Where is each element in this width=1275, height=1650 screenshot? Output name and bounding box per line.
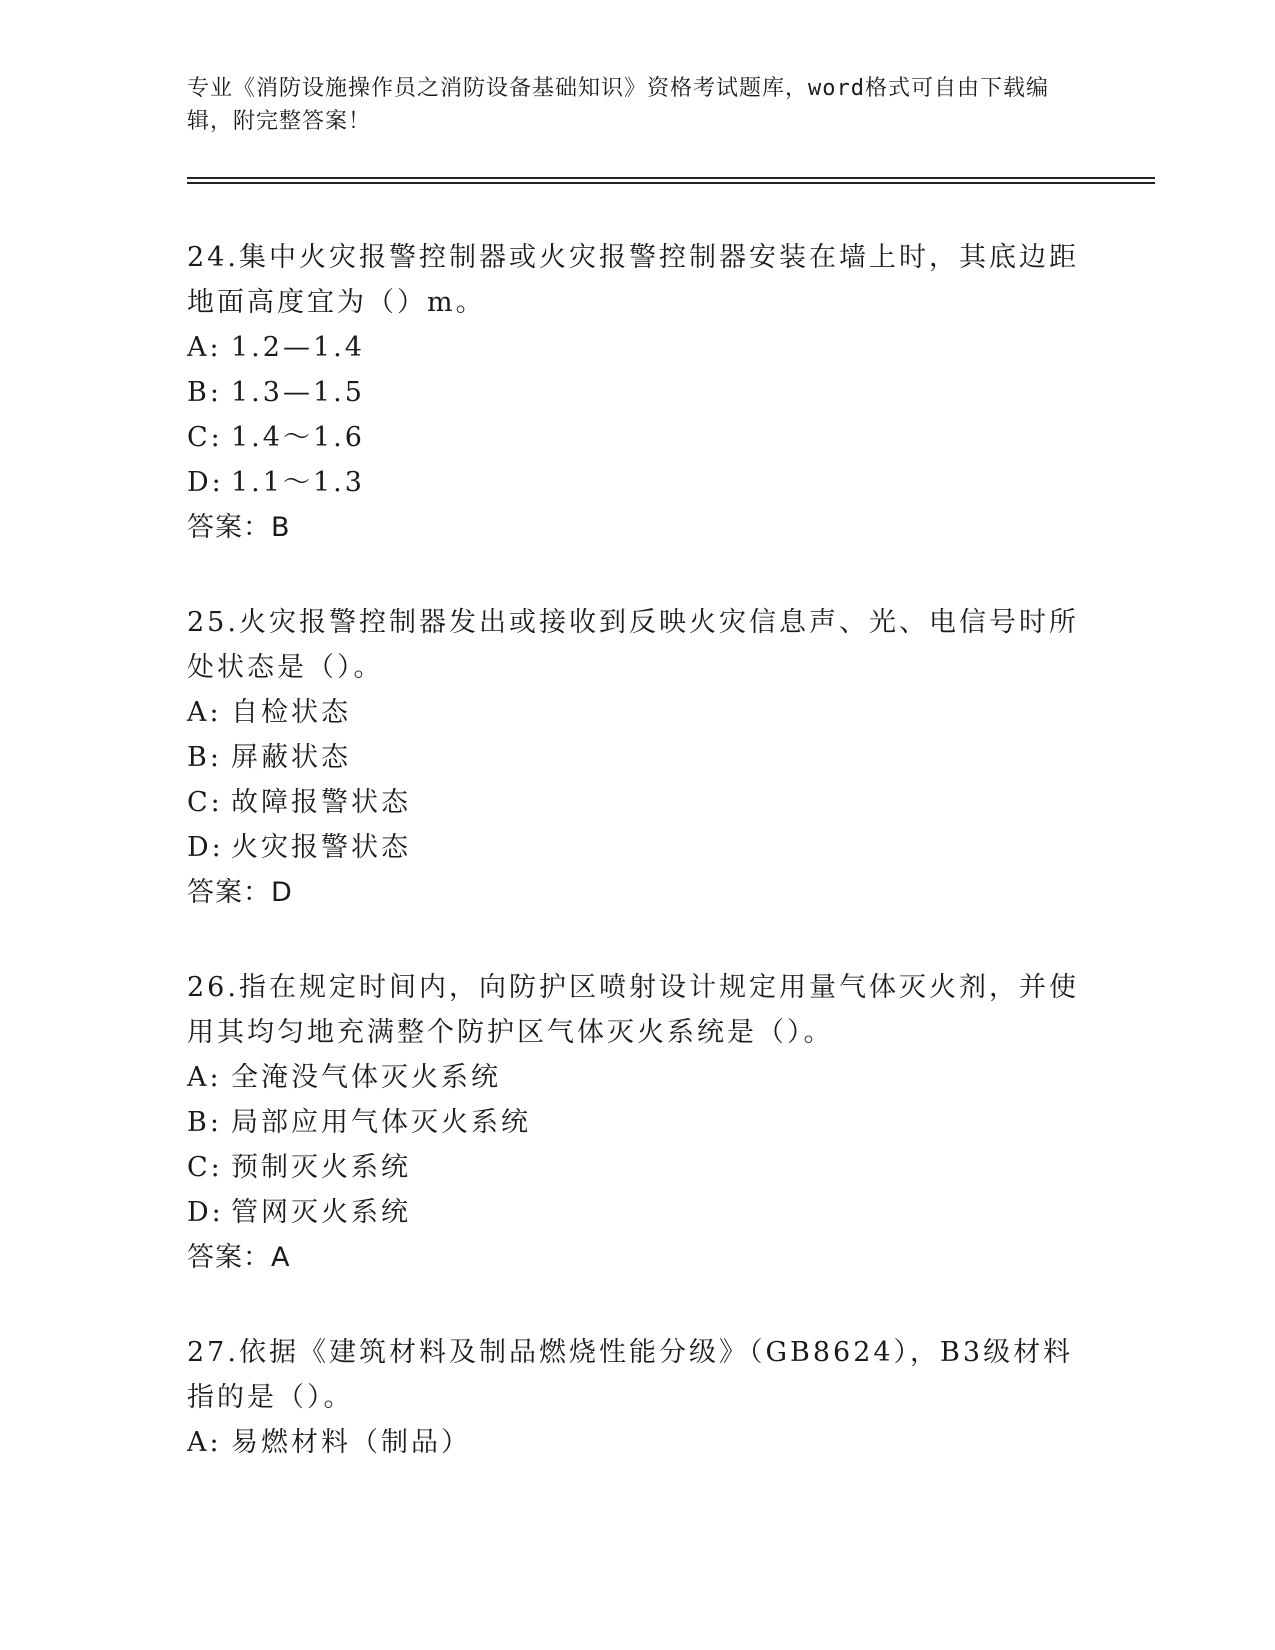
header-divider-bottom — [187, 182, 1155, 184]
question-27 — [187, 1330, 1087, 1465]
option-label: A: — [187, 332, 222, 363]
option-d — [187, 1190, 1087, 1235]
option-text: 预制灭火系统 — [231, 1152, 411, 1183]
question-stem: 26.指在规定时间内，向防护区喷射设计规定用量气体灭火剂，并使用其均匀地充满整个防护区气体灭火系统是（）。 — [187, 972, 1079, 1048]
option-d — [187, 460, 1087, 505]
option-c — [187, 780, 1087, 825]
option-a — [187, 325, 1087, 370]
option-text: 屏蔽状态 — [231, 742, 351, 773]
question-26 — [187, 965, 1087, 1280]
option-text: 1.1～1.3 — [231, 467, 365, 498]
header-divider-top — [187, 177, 1155, 179]
answer-line: 答案：D — [187, 877, 293, 908]
option-label: C: — [187, 422, 223, 453]
option-text: 管网灭火系统 — [231, 1197, 411, 1228]
option-label: C: — [187, 1152, 223, 1183]
question-24 — [187, 235, 1087, 550]
option-a — [187, 690, 1087, 735]
question-stem: 27.依据《建筑材料及制品燃烧性能分级》（GB8624），B3级材料指的是（）。 — [187, 1337, 1074, 1413]
option-text: 局部应用气体灭火系统 — [231, 1107, 531, 1138]
option-text: 1.3—1.5 — [231, 377, 365, 408]
option-text: 易燃材料（制品） — [231, 1427, 471, 1458]
document-header: 专业《消防设施操作员之消防设备基础知识》资格考试题库，word格式可自由下载编辑，附完整答案！ — [187, 76, 1049, 134]
option-text: 故障报警状态 — [231, 787, 411, 818]
option-label: C: — [187, 787, 223, 818]
option-label: D: — [187, 467, 224, 498]
option-text: 火灾报警状态 — [231, 832, 411, 863]
question-stem: 24.集中火灾报警控制器或火灾报警控制器安装在墙上时，其底边距地面高度宜为（）m。 — [187, 242, 1079, 318]
option-label: B: — [187, 742, 222, 773]
option-label: D: — [187, 1197, 224, 1228]
option-text: 1.4～1.6 — [231, 422, 365, 453]
option-label: B: — [187, 377, 222, 408]
option-c — [187, 415, 1087, 460]
option-b — [187, 735, 1087, 780]
question-stem: 25.火灾报警控制器发出或接收到反映火灾信息声、光、电信号时所处状态是（）。 — [187, 607, 1079, 683]
option-d — [187, 825, 1087, 870]
question-25 — [187, 600, 1087, 915]
option-label: A: — [187, 1427, 222, 1458]
option-a — [187, 1055, 1087, 1100]
option-label: D: — [187, 832, 224, 863]
option-a — [187, 1420, 1087, 1465]
option-label: B: — [187, 1107, 222, 1138]
option-text: 自检状态 — [231, 697, 351, 728]
option-text: 1.2—1.4 — [231, 332, 365, 363]
answer-line: 答案：B — [187, 512, 291, 543]
option-b — [187, 370, 1087, 415]
option-text: 全淹没气体灭火系统 — [231, 1062, 501, 1093]
option-c — [187, 1145, 1087, 1190]
answer-line: 答案：A — [187, 1242, 291, 1273]
option-label: A: — [187, 697, 222, 728]
option-label: A: — [187, 1062, 222, 1093]
option-b — [187, 1100, 1087, 1145]
